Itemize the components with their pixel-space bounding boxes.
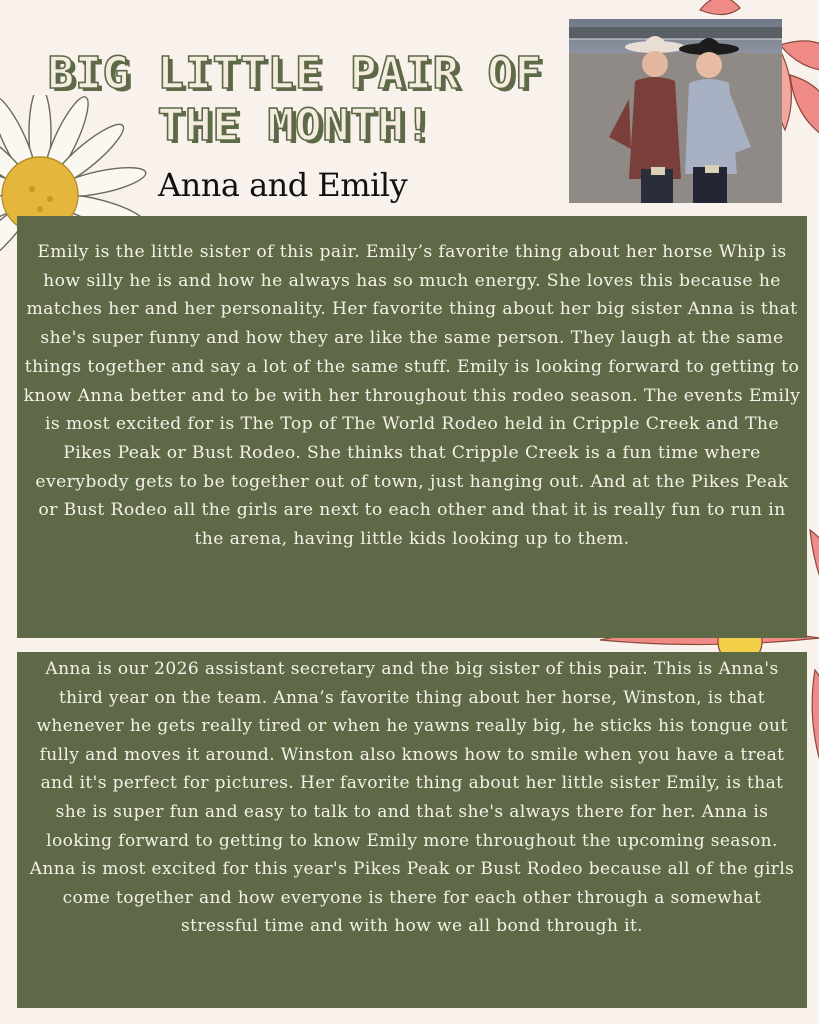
emily-description-panel (17, 216, 807, 638)
anna-description-text: Anna is our 2026 assistant secretary and the big sister of this pair. This is Anna's third year on the team. Anna’s favorite thing about her horse, Winston, is that whenever he gets really tired or when he yawns really big, he sticks his tongue out fully and moves it around. Winston also knows how to smile when you have a treat and it's perfect for pictures. Her favorite thing about her little sister Emily, is that she is super fun and easy to talk to and that she's always there for her. Anna is looking forward to getting to know Emily more throughout the upcoming season. Anna is most excited for this year's Pikes Peak or Bust Rodeo because all of the girls come together and how everyone is there for each other through a somewhat stressful time and with how we all bond through it. (29, 659, 795, 937)
page-title: BIG LITTLE PAIR OF THE MONTH! (47, 48, 543, 151)
cowgirls-photo-icon (569, 19, 782, 203)
pair-names-subtitle: Anna and Emily (158, 166, 408, 204)
anna-description-panel (17, 652, 807, 1008)
pair-photo (569, 19, 782, 203)
emily-description-text: Emily is the little sister of this pair. Emily’s favorite thing about her horse Whip is how silly he is and how he always has so much energy. She loves this because he matches her and her personality. Her favorite thing about her big sister Anna is that she's super funny and how they are like the same person. They laugh at the same things together and say a lot of the same stuff. Emily is looking forward to getting to know Anna better and to be with her throughout this rodeo season. The events Emily is most excited for is The Top of The World Rodeo held in Cripple Creek and The Pikes Peak or Bust Rodeo. She thinks that Cripple Creek is a fun time where everybody gets to be together out of town, just hanging out. And at the Pikes Peak or Bust Rodeo all the girls are next to each other and that it is really fun to run in the arena, having little kids looking up to them. (23, 242, 801, 550)
